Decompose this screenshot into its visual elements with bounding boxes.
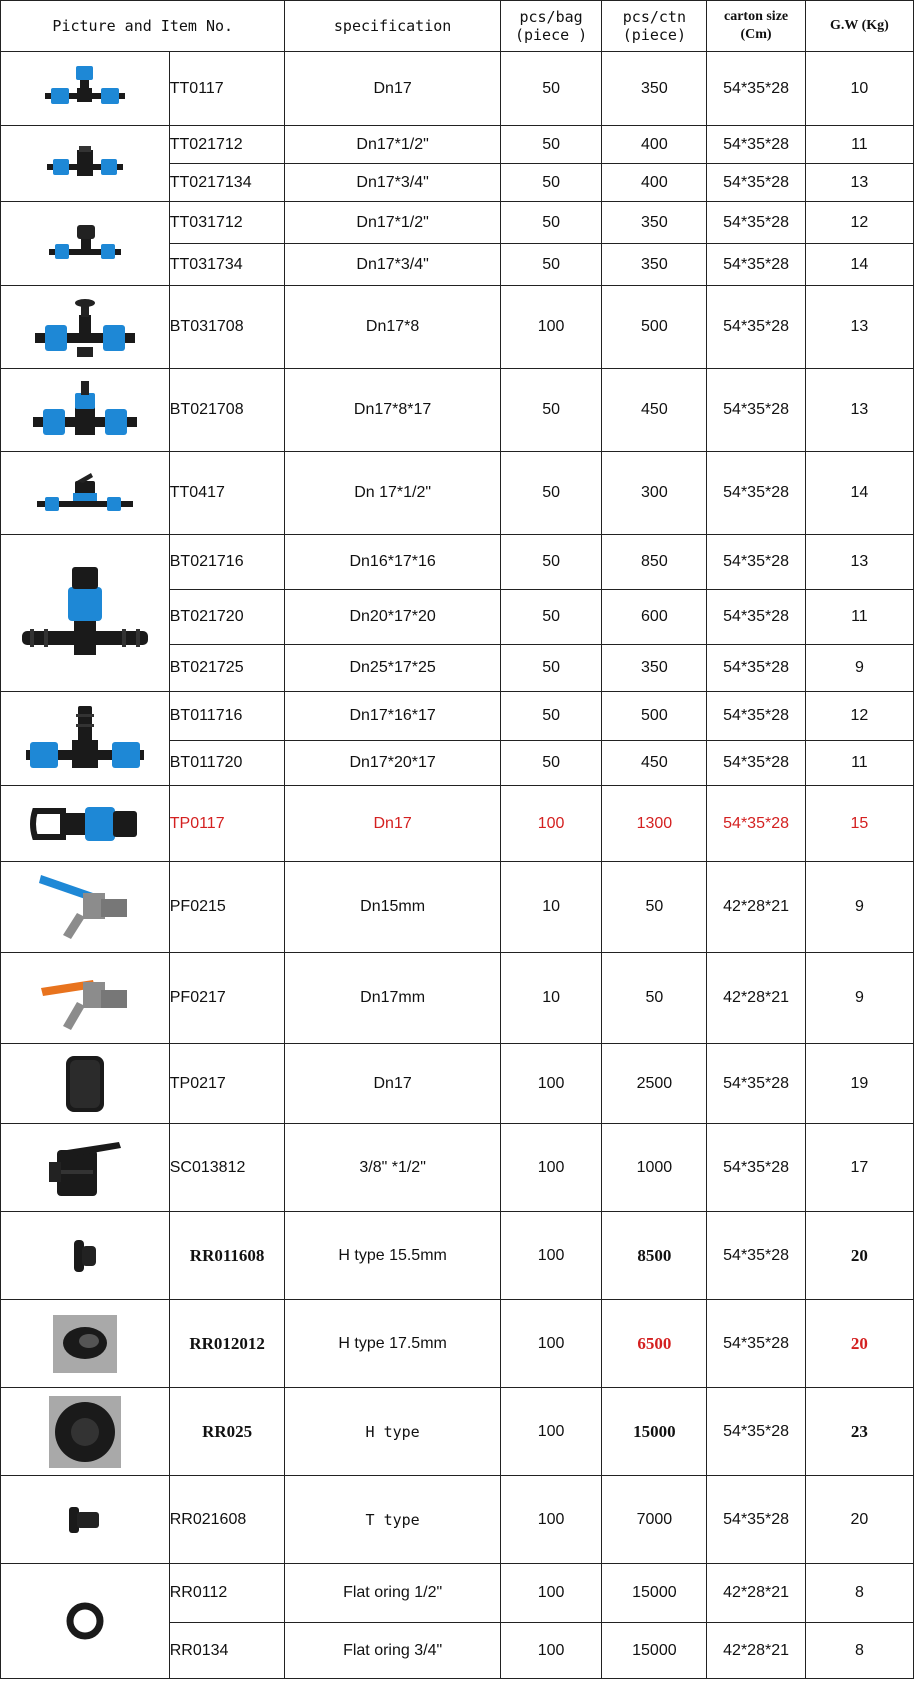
gross-weight: 19 [805, 1044, 913, 1124]
table-row [1, 1124, 914, 1212]
gross-weight: 13 [805, 369, 913, 452]
product-picture [1, 1564, 170, 1679]
pcs-bag: 100 [500, 786, 602, 862]
pcs-ctn: 15000 [602, 1623, 707, 1679]
gross-weight: 10 [805, 52, 913, 126]
product-picture [1, 1044, 170, 1124]
pcs-ctn: 350 [602, 52, 707, 126]
pcs-ctn: 450 [602, 741, 707, 786]
pcs-ctn: 8500 [602, 1212, 707, 1300]
specification: Dn16*17*16 [285, 535, 500, 590]
carton-size: 54*35*28 [707, 645, 805, 692]
item-number: BT011716 [169, 692, 285, 741]
pcs-ctn: 600 [602, 590, 707, 645]
table-row [1, 535, 914, 590]
pcs-bag: 10 [500, 862, 602, 953]
carton-size: 42*28*21 [707, 1623, 805, 1679]
item-number: BT021708 [169, 369, 285, 452]
carton-size: 54*35*28 [707, 164, 805, 202]
carton-size: 54*35*28 [707, 452, 805, 535]
pcs-bag: 100 [500, 1212, 602, 1300]
gross-weight: 17 [805, 1124, 913, 1212]
pcs-bag: 50 [500, 590, 602, 645]
gross-weight: 13 [805, 164, 913, 202]
pcs-bag: 50 [500, 52, 602, 126]
pcs-ctn: 15000 [602, 1388, 707, 1476]
carton-size: 54*35*28 [707, 126, 805, 164]
product-picture [1, 786, 170, 862]
pcs-bag: 50 [500, 645, 602, 692]
table-row [1, 202, 914, 244]
pcs-bag: 100 [500, 1564, 602, 1623]
product-picture [1, 535, 170, 692]
item-number: PF0217 [169, 953, 285, 1044]
item-number: RR021608 [169, 1476, 285, 1564]
square-cap-icon [62, 1052, 108, 1116]
orange-valve-icon [37, 960, 133, 1036]
pcs-ctn: 15000 [602, 1564, 707, 1623]
tee-thread-icon [43, 142, 127, 186]
product-picture [1, 126, 170, 202]
table-row [1, 52, 914, 126]
pcs-bag: 50 [500, 452, 602, 535]
header-pcs-ctn-l1: pcs/ctn [622, 8, 686, 26]
specification: Dn17 [285, 1044, 500, 1124]
specification: Dn17*1/2" [285, 202, 500, 244]
product-picture [1, 692, 170, 786]
item-number: TT0417 [169, 452, 285, 535]
item-number: RR011608 [169, 1212, 285, 1300]
pcs-bag: 100 [500, 1388, 602, 1476]
flat-oring-icon [65, 1601, 105, 1641]
carton-size: 54*35*28 [707, 1212, 805, 1300]
carton-size: 54*35*28 [707, 286, 805, 369]
barbed-tee-lock-icon [31, 379, 139, 441]
item-number: TP0117 [169, 786, 285, 862]
header-pcs-bag [500, 1, 602, 52]
product-picture [1, 1388, 170, 1476]
tee-female-thread-icon [45, 221, 125, 267]
carton-size: 42*28*21 [707, 862, 805, 953]
pcs-bag: 50 [500, 244, 602, 286]
carton-size: 54*35*28 [707, 692, 805, 741]
table-row [1, 692, 914, 741]
item-number: RR0112 [169, 1564, 285, 1623]
gross-weight: 11 [805, 590, 913, 645]
gross-weight: 15 [805, 786, 913, 862]
pcs-bag: 50 [500, 692, 602, 741]
item-number: BT021720 [169, 590, 285, 645]
table-row [1, 286, 914, 369]
product-picture [1, 202, 170, 286]
specification: Flat oring 3/4" [285, 1623, 500, 1679]
product-picture [1, 452, 170, 535]
item-number: RR012012 [169, 1300, 285, 1388]
header-carton-l2: (Cm) [740, 27, 772, 42]
pcs-ctn: 7000 [602, 1476, 707, 1564]
item-number: TT031712 [169, 202, 285, 244]
large-barbed-tee-icon [20, 565, 150, 661]
gross-weight: 20 [805, 1300, 913, 1388]
pcs-ctn: 350 [602, 244, 707, 286]
gross-weight: 23 [805, 1388, 913, 1476]
start-connector-icon [47, 1136, 123, 1200]
gross-weight: 13 [805, 286, 913, 369]
pcs-ctn: 1300 [602, 786, 707, 862]
carton-size: 54*35*28 [707, 590, 805, 645]
pcs-bag: 50 [500, 126, 602, 164]
item-number: BT011720 [169, 741, 285, 786]
table-row [1, 1044, 914, 1124]
pcs-bag: 50 [500, 741, 602, 786]
item-number: TT031734 [169, 244, 285, 286]
pcs-ctn: 1000 [602, 1124, 707, 1212]
item-number: TT0217134 [169, 164, 285, 202]
carton-size: 54*35*28 [707, 1300, 805, 1388]
carton-size: 54*35*28 [707, 1044, 805, 1124]
pcs-bag: 100 [500, 1044, 602, 1124]
pcs-bag: 100 [500, 1476, 602, 1564]
carton-size: 54*35*28 [707, 535, 805, 590]
pcs-bag: 100 [500, 1124, 602, 1212]
gross-weight: 9 [805, 953, 913, 1044]
gross-weight: 14 [805, 452, 913, 535]
carton-size: 54*35*28 [707, 786, 805, 862]
pcs-bag: 50 [500, 369, 602, 452]
table-row [1, 369, 914, 452]
table-row [1, 862, 914, 953]
product-picture [1, 1124, 170, 1212]
pcs-ctn: 50 [602, 953, 707, 1044]
pcs-ctn: 400 [602, 164, 707, 202]
pcs-ctn: 850 [602, 535, 707, 590]
blue-valve-icon [37, 869, 133, 945]
pcs-ctn: 50 [602, 862, 707, 953]
carton-size: 42*28*21 [707, 1564, 805, 1623]
header-spec: specification [285, 1, 500, 52]
header-row [1, 1, 914, 52]
item-number: PF0215 [169, 862, 285, 953]
gross-weight: 11 [805, 126, 913, 164]
header-carton-l1: carton size [723, 9, 789, 24]
table-row [1, 953, 914, 1044]
offtake-tee-icon [24, 700, 146, 778]
pcs-bag: 50 [500, 202, 602, 244]
pcs-ctn: 500 [602, 286, 707, 369]
table-row [1, 452, 914, 535]
gross-weight: 9 [805, 645, 913, 692]
table-row [1, 1476, 914, 1564]
gross-weight: 20 [805, 1212, 913, 1300]
specification: Dn17*3/4" [285, 164, 500, 202]
pcs-bag: 100 [500, 1300, 602, 1388]
pcs-bag: 50 [500, 535, 602, 590]
gross-weight: 13 [805, 535, 913, 590]
item-number: TT021712 [169, 126, 285, 164]
specification: Dn25*17*25 [285, 645, 500, 692]
table-row [1, 1212, 914, 1300]
gross-weight: 8 [805, 1564, 913, 1623]
specification: Dn17*8*17 [285, 369, 500, 452]
product-picture [1, 953, 170, 1044]
item-number: BT031708 [169, 286, 285, 369]
item-number: RR025 [169, 1388, 285, 1476]
specification: H type 15.5mm [285, 1212, 500, 1300]
grommet-photo-icon [53, 1315, 117, 1373]
item-number: BT021716 [169, 535, 285, 590]
header-pcs-ctn [602, 1, 707, 52]
pcs-ctn: 2500 [602, 1044, 707, 1124]
table-row [1, 1388, 914, 1476]
carton-size: 54*35*28 [707, 1124, 805, 1212]
specification: Dn17mm [285, 953, 500, 1044]
carton-size: 54*35*28 [707, 202, 805, 244]
specification: 3/8" *1/2" [285, 1124, 500, 1212]
t-grommet-icon [67, 1505, 103, 1535]
item-number: TP0217 [169, 1044, 285, 1124]
specification: Dn17 [285, 786, 500, 862]
item-number: SC013812 [169, 1124, 285, 1212]
product-picture [1, 369, 170, 452]
pcs-bag: 100 [500, 286, 602, 369]
product-picture [1, 286, 170, 369]
specification: H type 17.5mm [285, 1300, 500, 1388]
pcs-bag: 50 [500, 164, 602, 202]
grommet-icon [70, 1236, 100, 1276]
pcs-ctn: 500 [602, 692, 707, 741]
gross-weight: 14 [805, 244, 913, 286]
item-number: RR0134 [169, 1623, 285, 1679]
pcs-ctn: 6500 [602, 1300, 707, 1388]
product-picture [1, 1212, 170, 1300]
carton-size: 54*35*28 [707, 52, 805, 126]
pcs-ctn: 350 [602, 202, 707, 244]
header-pcs-ctn-l2: (piece) [622, 26, 686, 44]
specification: Dn17*8 [285, 286, 500, 369]
table-row [1, 126, 914, 164]
gross-weight: 12 [805, 202, 913, 244]
tee-valve-icon [35, 469, 135, 517]
gross-weight: 12 [805, 692, 913, 741]
carton-size: 54*35*28 [707, 244, 805, 286]
carton-size: 54*35*28 [707, 741, 805, 786]
barbed-tee-icon [33, 295, 137, 359]
gross-weight: 20 [805, 1476, 913, 1564]
specification: Dn17*3/4" [285, 244, 500, 286]
pcs-ctn: 450 [602, 369, 707, 452]
end-plug-icon [27, 797, 143, 851]
specification: Flat oring 1/2" [285, 1564, 500, 1623]
specification: Dn17*16*17 [285, 692, 500, 741]
gross-weight: 9 [805, 862, 913, 953]
specification: T type [285, 1476, 500, 1564]
specification: Dn 17*1/2" [285, 452, 500, 535]
table-row [1, 1564, 914, 1623]
table-row [1, 1300, 914, 1388]
specification: Dn20*17*20 [285, 590, 500, 645]
pcs-ctn: 400 [602, 126, 707, 164]
header-picture: Picture and Item No. [1, 1, 285, 52]
table-row [1, 786, 914, 862]
specification: Dn17*20*17 [285, 741, 500, 786]
header-pcs-bag-l2: (piece ) [514, 26, 588, 44]
carton-size: 54*35*28 [707, 369, 805, 452]
carton-size: 54*35*28 [707, 1388, 805, 1476]
product-picture [1, 862, 170, 953]
pcs-ctn: 300 [602, 452, 707, 535]
specification: H type [285, 1388, 500, 1476]
gross-weight: 11 [805, 741, 913, 786]
pcs-bag: 100 [500, 1623, 602, 1679]
header-carton [707, 1, 805, 52]
specification: Dn17*1/2" [285, 126, 500, 164]
gross-weight: 8 [805, 1623, 913, 1679]
item-number: TT0117 [169, 52, 285, 126]
pcs-bag: 10 [500, 953, 602, 1044]
header-gw: G.W (Kg) [805, 1, 913, 52]
tee-connector-icon [43, 64, 127, 114]
specification: Dn15mm [285, 862, 500, 953]
header-pcs-bag-l1: pcs/bag [519, 8, 583, 26]
carton-size: 42*28*21 [707, 953, 805, 1044]
product-picture [1, 1476, 170, 1564]
grommet-large-photo-icon [49, 1396, 121, 1468]
product-picture [1, 52, 170, 126]
specification: Dn17 [285, 52, 500, 126]
carton-size: 54*35*28 [707, 1476, 805, 1564]
pcs-ctn: 350 [602, 645, 707, 692]
product-picture [1, 1300, 170, 1388]
item-number: BT021725 [169, 645, 285, 692]
